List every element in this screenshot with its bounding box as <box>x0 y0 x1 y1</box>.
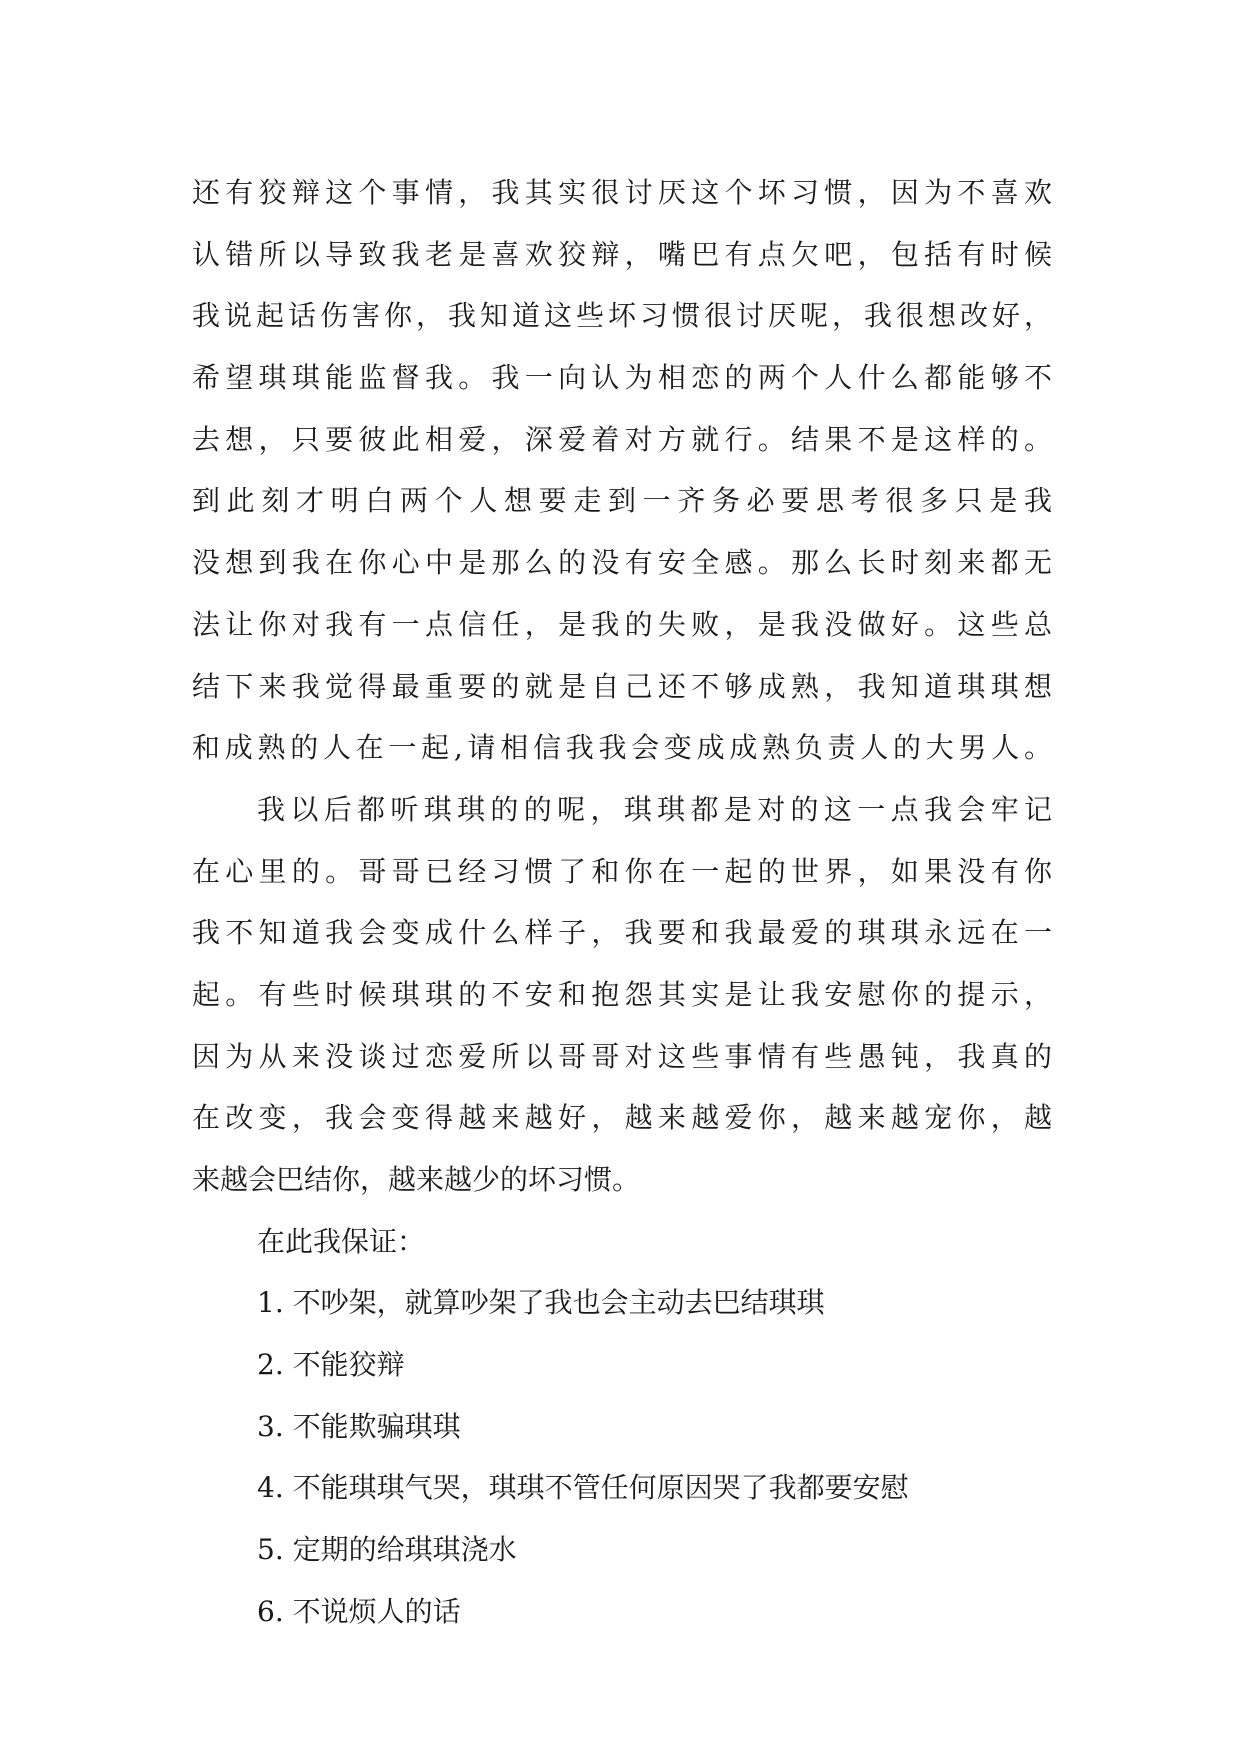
paragraph-line: 在改变，我会变得越来越好，越来越爱你，越来越宠你，越 <box>192 1101 1052 1135</box>
paragraph-line: 我不知道我会变成什么样子，我要和我最爱的琪琪永远在一 <box>192 916 1052 950</box>
promise-item: 5. 定期的给琪琪浇水 <box>257 1533 517 1567</box>
paragraph-line: 和成熟的人在一起,请相信我我会变成成熟负责人的大男人。 <box>192 731 1052 765</box>
paragraph-line: 还有狡辩这个事情，我其实很讨厌这个坏习惯，因为不喜欢 <box>192 176 1052 209</box>
promise-item: 4. 不能琪琪气哭，琪琪不管任何原因哭了我都要安慰 <box>257 1471 909 1505</box>
promise-list <box>192 1272 1052 1642</box>
paragraph-line: 起。有些时候琪琪的不安和抱怨其实是让我安慰你的提示， <box>192 977 1052 1011</box>
paragraph-line: 认错所以导致我老是喜欢狡辩，嘴巴有点欠吧，包括有时候 <box>192 237 1052 271</box>
paragraph-line: 法让你对我有一点信任，是我的失败，是我没做好。这些总 <box>192 607 1052 641</box>
paragraph-line: 我以后都听琪琪的的呢，琪琪都是对的这一点我会牢记 <box>257 792 1052 826</box>
paragraph-line: 来越会巴结你，越来越少的坏习惯。 <box>192 1163 641 1196</box>
paragraph-line: 希望琪琪能监督我。我一向认为相恋的两个人什么都能够不 <box>192 361 1052 395</box>
paragraph-line: 去想，只要彼此相爱，深爱着对方就行。结果不是这样的。 <box>192 422 1052 456</box>
paragraph-1 <box>192 162 1052 779</box>
paragraph-line: 没想到我在你心中是那么的没有安全感。那么长时刻来都无 <box>192 546 1052 580</box>
paragraph-line: 我说起话伤害你，我知道这些坏习惯很讨厌呢，我很想改好， <box>192 299 1052 333</box>
paragraph-2 <box>192 779 1052 1211</box>
promise-intro: 在此我保证： <box>257 1224 426 1258</box>
paragraph-line: 到此刻才明白两个人想要走到一齐务必要思考很多只是我 <box>192 484 1052 518</box>
promise-item: 3. 不能欺骗琪琪 <box>257 1409 461 1443</box>
promise-item: 6. 不说烦人的话 <box>257 1594 461 1628</box>
promise-item: 1. 不吵架，就算吵架了我也会主动去巴结琪琪 <box>257 1286 825 1320</box>
paragraph-line: 在心里的。哥哥已经习惯了和你在一起的世界，如果没有你 <box>192 854 1052 888</box>
promise-item: 2. 不能狡辩 <box>257 1348 405 1382</box>
paragraph-line: 因为从来没谈过恋爱所以哥哥对这些事情有些愚钝，我真的 <box>192 1039 1052 1073</box>
paragraph-line: 结下来我觉得最重要的就是自己还不够成熟，我知道琪琪想 <box>192 669 1052 703</box>
body-text <box>192 162 1052 1643</box>
